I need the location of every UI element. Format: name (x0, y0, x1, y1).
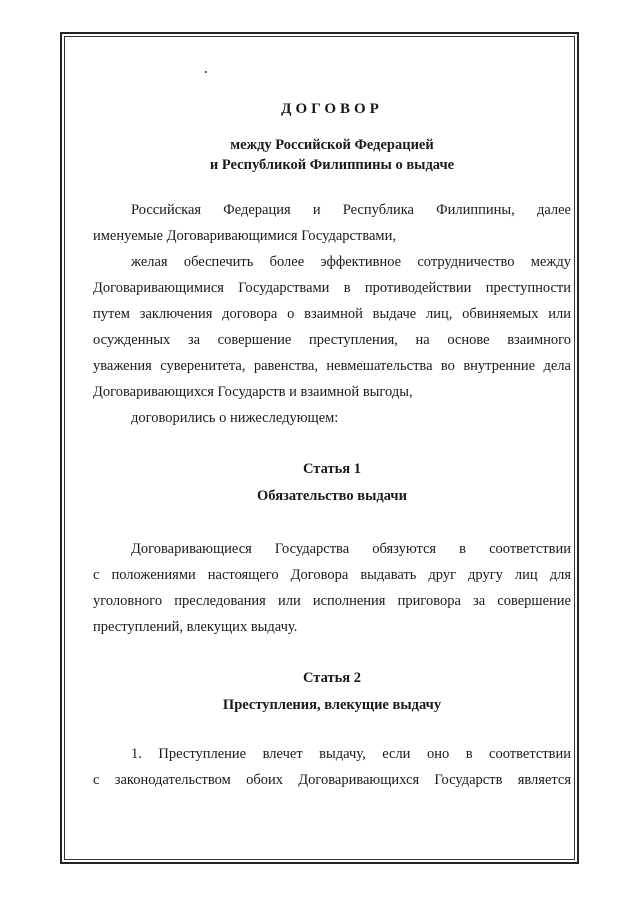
article-2-line: 1. Преступление влечет выдачу, если оно в соответствии (131, 746, 571, 762)
preamble-line: договорились о нижеследующем: (131, 410, 339, 426)
preamble-line: Договаривающихся Государств и взаимной выгоды, (93, 384, 413, 400)
article-1-line: преступлений, влекущих выдачу. (93, 619, 298, 635)
article-1-title: Обязательство выдачи (257, 488, 407, 504)
article-1-line: Договаривающиеся Государства обязуются в соответствии (131, 541, 571, 557)
preamble-line: путем заключения договора о взаимной выдаче лиц, обвиняемых или (93, 306, 571, 322)
article-1-line: уголовного преследования или исполнения приговора за совершение (93, 593, 571, 609)
document-title: ДОГОВОР (281, 101, 383, 117)
preamble-line: осужденных за совершение преступления, на основе взаимного (93, 332, 571, 348)
preamble-line: уважения суверенитета, равенства, невмешательства во внутренние дела (93, 358, 571, 374)
article-2-line: с законодательством обоих Договаривающихся Государств является (93, 772, 571, 788)
article-1-line: с положениями настоящего Договора выдавать друг другу лиц для (93, 567, 571, 583)
preamble-line: именуемые Договаривающимися Государствами, (93, 228, 396, 244)
article-1-number: Статья 1 (303, 461, 361, 477)
document-subtitle-line-1: между Российской Федерацией (230, 137, 434, 153)
article-2-title: Преступления, влекущие выдачу (222, 697, 442, 713)
preamble-line: Российская Федерация и Республика Филиппины, далее (131, 202, 571, 218)
preamble-line: Договаривающимися Государствами в противодействии преступности (93, 280, 571, 296)
document-subtitle-line-2: и Республикой Филиппины о выдаче (209, 157, 455, 173)
article-2-number: Статья 2 (303, 670, 361, 686)
scan-speck (205, 71, 207, 73)
preamble-line: желая обеспечить более эффективное сотрудничество между (131, 254, 571, 270)
